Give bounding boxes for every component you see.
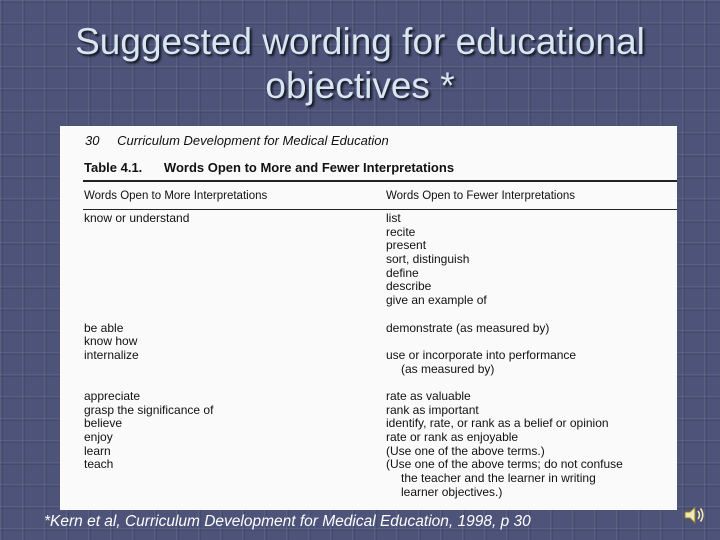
table-cell: define (386, 265, 419, 280)
speaker-icon[interactable] (682, 503, 706, 527)
table-cell: (Use one of the above terms.) (386, 443, 545, 458)
table-cell: learner objectives.) (401, 484, 503, 499)
table-cell: know or understand (84, 211, 190, 225)
book-header (85, 133, 389, 148)
table-cell: describe (386, 279, 432, 294)
table-cell: list (386, 211, 401, 225)
column-header-more: Words Open to More Interpretations (84, 190, 268, 202)
table-cell: present (386, 238, 427, 253)
table-cell: appreciate (84, 388, 141, 403)
table-cell: (Use one of the above terms; do not confuse (386, 457, 623, 472)
table-cell: sort, distinguish (386, 252, 470, 267)
table-cell: teach (84, 457, 114, 472)
table-cell: give an example of (386, 293, 487, 308)
table-label: Table 4.1. (84, 160, 143, 175)
scanned-table-image (60, 126, 677, 510)
table-cell: believe (84, 416, 123, 431)
table-cell: be able (84, 320, 124, 335)
citation-footnote: *Kern et al, Curriculum Development for Medical Education, 1998, p 30 (44, 513, 531, 530)
table-cell: grasp the significance of (84, 402, 214, 417)
column-header-fewer: Words Open to Fewer Interpretations (386, 190, 575, 202)
table-cell: internalize (84, 347, 139, 362)
table-cell: use or incorporate into performance (386, 347, 577, 362)
table-cell: demonstrate (as measured by) (386, 320, 550, 335)
slide-title-line-2: objectives * (265, 65, 455, 106)
table-cell: rate or rank as enjoyable (386, 430, 519, 444)
fewer-interpretations-column (386, 212, 623, 499)
table-cell: (as measured by) (401, 361, 495, 376)
more-interpretations-column (84, 212, 213, 472)
slide-title (20, 20, 700, 108)
header-rule (83, 209, 677, 210)
table-top-rule (83, 180, 677, 182)
table-cell: the teacher and the learner in writing (401, 471, 596, 486)
page-number: 30 (85, 133, 100, 148)
table-cell: know how (84, 334, 138, 349)
table-cell: enjoy (84, 430, 113, 444)
table-cell: identify, rate, or rank as a belief or opinion (386, 416, 609, 431)
table-cell: rate as valuable (386, 388, 471, 403)
table-title (84, 160, 454, 175)
table-cell: recite (386, 224, 416, 239)
slide-title-line-1: Suggested wording for educational (75, 21, 645, 62)
table-cell: learn (84, 443, 111, 458)
table-cell: rank as important (386, 402, 479, 417)
table-title-text: Words Open to More and Fewer Interpretations (163, 160, 455, 175)
book-title: Curriculum Development for Medical Education (117, 133, 389, 148)
